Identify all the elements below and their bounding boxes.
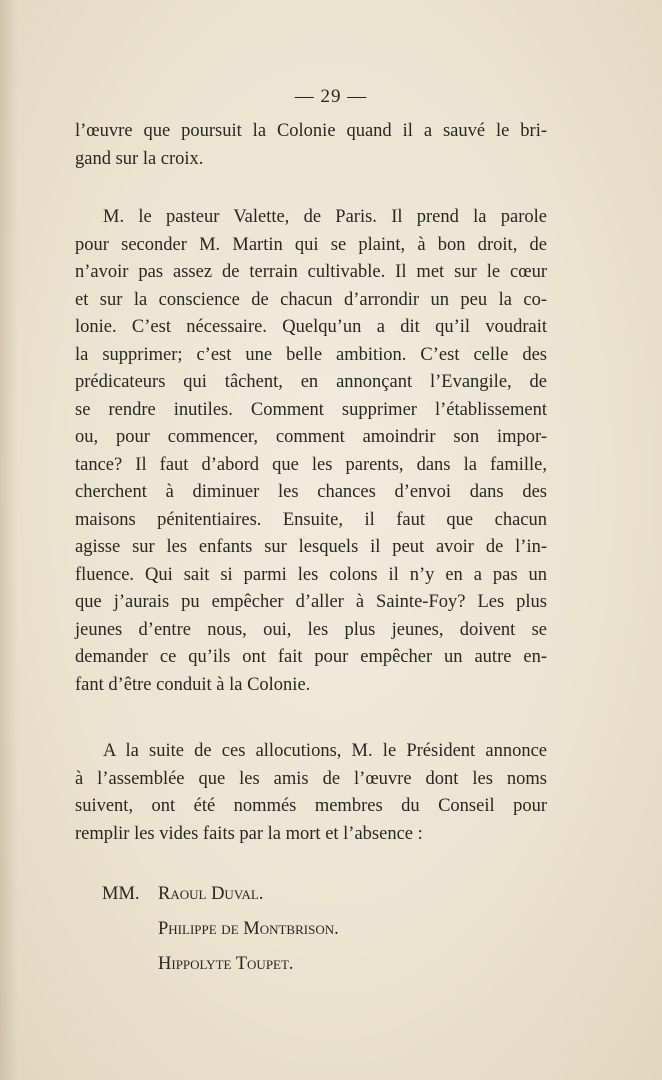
text-line: suivent, ont été nommés membres du Conseil pour <box>75 796 547 816</box>
text-line: à l’assemblée que les amis de l’œuvre dont les noms <box>75 768 547 789</box>
text-line: se rendre inutiles. Comment supprimer l’établissement <box>75 399 547 420</box>
text-line: maisons pénitentiaires. Ensuite, il faut que chacun <box>75 509 547 530</box>
text-line: que j’aurais pu empêcher d’aller à Sainte-Foy? Les plus <box>75 592 547 612</box>
text-line: A la suite de ces allocutions, M. le Président annonce <box>103 741 547 761</box>
member-row <box>102 947 339 982</box>
member-row <box>102 912 339 947</box>
text-line: ou, pour commencer, comment amoindrir son impor- <box>75 427 547 447</box>
page-number: — 29 — <box>294 86 368 107</box>
text-line: remplir les vides faits par la mort et l’absence : <box>75 823 423 844</box>
text-line: demander ce qu’ils ont fait pour empêcher un autre en- <box>75 647 547 667</box>
paragraph-pasteur-valette <box>75 204 547 699</box>
member-row <box>102 877 339 912</box>
text-line: prédicateurs qui tâchent, en annonçant l’Evangile, de <box>75 372 547 392</box>
paragraph-announcement <box>75 738 547 848</box>
text-line: n’avoir pas assez de terrain cultivable. Il met sur le cœur <box>75 262 547 282</box>
text-line: cherchent à diminuer les chances d’envoi dans des <box>75 482 547 502</box>
text-line: fluence. Qui sait si parmi les colons il n’y en a pas un <box>75 564 547 585</box>
text-line: pour seconder M. Martin qui se plaint, à bon droit, de <box>75 234 547 255</box>
text-line: fant d’être conduit à la Colonie. <box>75 674 311 695</box>
text-line: et sur la conscience de chacun d’arrondir un peu la co- <box>75 289 547 310</box>
members-prefix: MM. <box>102 884 140 904</box>
text-line: M. le pasteur Valette, de Paris. Il prend la parole <box>103 207 547 227</box>
member-name: Raoul Duval. <box>158 884 264 904</box>
member-list <box>102 877 339 982</box>
text-line: lonie. C’est nécessaire. Quelqu’un a dit qu’il voudrait <box>75 317 547 337</box>
text-line: tance? Il faut d’abord que les parents, dans la famille, <box>75 454 547 475</box>
text-line: gand sur la croix. <box>75 148 204 169</box>
text-line: agisse sur les enfants sur lesquels il peut avoir de l’in- <box>75 537 547 557</box>
text-line: la supprimer; c’est une belle ambition. C’est celle des <box>75 344 547 365</box>
text-line: jeunes d’entre nous, oui, les plus jeunes, doivent se <box>75 619 547 640</box>
text-line: l’œuvre que poursuit la Colonie quand il a sauvé le bri- <box>75 121 547 141</box>
paragraph-continuation <box>75 118 547 173</box>
member-name: Philippe de Montbrison. <box>158 919 339 939</box>
member-name: Hippolyte Toupet. <box>158 954 294 974</box>
